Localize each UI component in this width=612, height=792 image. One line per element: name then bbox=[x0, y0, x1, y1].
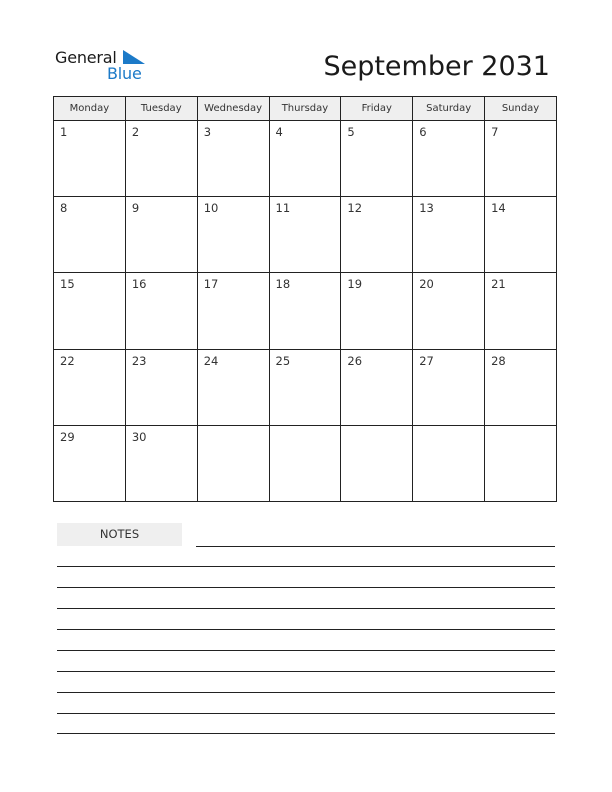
weekday-header: Tuesday bbox=[125, 97, 197, 121]
day-number: 25 bbox=[275, 353, 291, 368]
notes-line bbox=[57, 650, 555, 651]
day-number: 12 bbox=[347, 201, 363, 216]
day-cell bbox=[269, 273, 341, 349]
day-cell bbox=[413, 197, 485, 273]
day-number: 3 bbox=[203, 125, 212, 139]
notes-label: NOTES bbox=[57, 523, 182, 546]
week-row bbox=[54, 273, 557, 349]
notes-line bbox=[57, 629, 555, 630]
day-cell bbox=[341, 197, 413, 273]
day-number: 29 bbox=[60, 429, 75, 444]
logo-text-blue: Blue bbox=[107, 64, 142, 83]
day-number: 20 bbox=[419, 277, 434, 292]
day-cell bbox=[341, 121, 413, 197]
day-number: 21 bbox=[491, 277, 506, 292]
week-row bbox=[54, 349, 557, 425]
month-calendar-grid bbox=[53, 96, 557, 502]
weekday-header: Thursday bbox=[269, 97, 341, 121]
day-cell bbox=[197, 349, 269, 425]
day-cell bbox=[54, 197, 126, 273]
day-number: 28 bbox=[491, 353, 506, 368]
day-number: 9 bbox=[131, 201, 140, 216]
day-number bbox=[270, 426, 341, 430]
day-number: 7 bbox=[491, 125, 499, 139]
day-number: 30 bbox=[131, 429, 147, 444]
day-cell bbox=[485, 425, 557, 501]
day-cell bbox=[54, 349, 126, 425]
day-number: 19 bbox=[347, 277, 363, 292]
day-cell bbox=[485, 197, 557, 273]
day-cell bbox=[413, 273, 485, 349]
day-cell bbox=[269, 121, 341, 197]
day-cell bbox=[54, 273, 126, 349]
day-cell bbox=[54, 425, 126, 501]
day-number: 27 bbox=[419, 353, 434, 368]
day-cell bbox=[125, 425, 197, 501]
day-cell bbox=[269, 197, 341, 273]
day-number: 1 bbox=[60, 125, 68, 139]
day-number: 26 bbox=[347, 353, 363, 368]
day-cell bbox=[485, 273, 557, 349]
day-number: 2 bbox=[131, 125, 140, 139]
day-number: 11 bbox=[275, 201, 291, 216]
week-row bbox=[54, 425, 557, 501]
day-cell bbox=[125, 349, 197, 425]
day-cell bbox=[197, 425, 269, 501]
day-cell bbox=[485, 121, 557, 197]
day-number: 6 bbox=[419, 125, 427, 139]
notes-line bbox=[57, 713, 555, 714]
day-number bbox=[413, 426, 484, 430]
day-number: 10 bbox=[203, 201, 219, 216]
day-cell bbox=[341, 349, 413, 425]
logo-text-general: General bbox=[55, 48, 117, 67]
day-cell bbox=[197, 197, 269, 273]
weekday-header: Sunday bbox=[485, 97, 557, 121]
week-row bbox=[54, 121, 557, 197]
week-row bbox=[54, 197, 557, 273]
day-number: 16 bbox=[131, 277, 147, 292]
notes-line bbox=[57, 587, 555, 588]
day-cell bbox=[125, 121, 197, 197]
notes-line bbox=[57, 566, 555, 567]
day-number: 23 bbox=[131, 353, 147, 368]
calendar-title: September 2031 bbox=[323, 51, 550, 82]
logo-triangle-icon bbox=[123, 50, 145, 64]
notes-line bbox=[57, 733, 555, 734]
brand-logo bbox=[55, 46, 155, 84]
day-number: 15 bbox=[60, 277, 75, 292]
day-number: 18 bbox=[275, 277, 291, 292]
day-number: 22 bbox=[60, 353, 75, 368]
day-cell bbox=[341, 425, 413, 501]
day-number: 24 bbox=[203, 353, 219, 368]
day-number bbox=[485, 426, 556, 430]
day-cell bbox=[125, 197, 197, 273]
day-number bbox=[341, 426, 412, 430]
day-cell bbox=[197, 121, 269, 197]
notes-line bbox=[196, 546, 555, 547]
day-number: 13 bbox=[419, 201, 434, 216]
weekday-header: Saturday bbox=[413, 97, 485, 121]
weekday-header-row bbox=[54, 97, 557, 121]
day-cell bbox=[125, 273, 197, 349]
day-number: 14 bbox=[491, 201, 506, 216]
day-number: 17 bbox=[203, 277, 219, 292]
notes-line bbox=[57, 692, 555, 693]
notes-line bbox=[57, 608, 555, 609]
day-number: 8 bbox=[60, 201, 68, 216]
notes-line bbox=[57, 671, 555, 672]
day-cell bbox=[341, 273, 413, 349]
weekday-header: Friday bbox=[341, 97, 413, 121]
day-cell bbox=[197, 273, 269, 349]
day-cell bbox=[413, 121, 485, 197]
day-cell bbox=[54, 121, 126, 197]
weekday-header: Monday bbox=[54, 97, 126, 121]
day-number bbox=[198, 426, 269, 430]
day-number: 5 bbox=[347, 125, 355, 139]
day-cell bbox=[485, 349, 557, 425]
day-number: 4 bbox=[275, 125, 283, 139]
day-cell bbox=[269, 349, 341, 425]
day-cell bbox=[413, 425, 485, 501]
day-cell bbox=[269, 425, 341, 501]
day-cell bbox=[413, 349, 485, 425]
weekday-header: Wednesday bbox=[197, 97, 269, 121]
